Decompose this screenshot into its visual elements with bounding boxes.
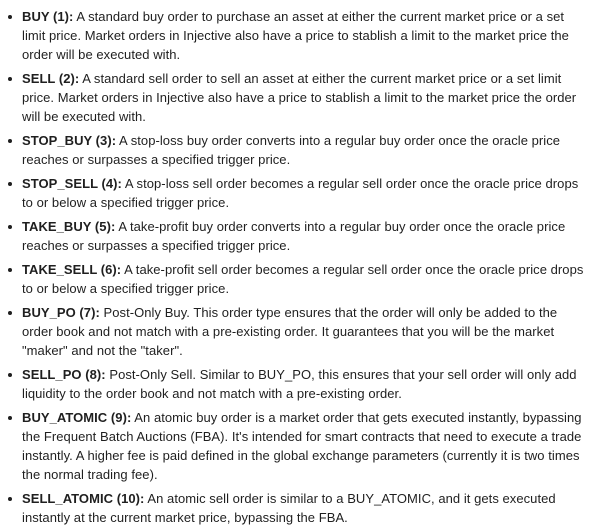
- order-type-description: An atomic sell order is similar to a BUY_ATOMIC, and it gets executed instantly at the current market price, bypassing the FBA.: [22, 491, 556, 525]
- order-type-description: Post-Only Buy. This order type ensures that the order will only be added to the order book and not match with a pre-existing order. It guarantees that you will be the market "maker" and not the "taker".: [22, 305, 558, 358]
- list-item-sell: [22, 69, 586, 126]
- order-type-description: A take-profit sell order becomes a regular sell order once the oracle price drops to or below a specified trigger price.: [22, 262, 584, 296]
- order-type-name: STOP_SELL (4):: [22, 176, 122, 191]
- list-item-take-sell: [22, 260, 586, 298]
- list-item-stop-sell: [22, 174, 586, 212]
- order-type-name: SELL_ATOMIC (10):: [22, 491, 145, 506]
- order-type-description: Post-Only Sell. Similar to BUY_PO, this ensures that your sell order will only add liquidity to the order book and not match with a pre-existing order.: [22, 367, 577, 401]
- list-item-sell-atomic: [22, 489, 586, 527]
- list-item-buy-atomic: [22, 408, 586, 484]
- order-type-name: BUY (1):: [22, 9, 74, 24]
- order-type-name: BUY_PO (7):: [22, 305, 100, 320]
- list-item-sell-po: [22, 365, 586, 403]
- order-type-description: An atomic buy order is a market order that gets executed instantly, bypassing the Frequent Batch Auctions (FBA). It's intended for smart contracts that need to execute a trade instantly. A higher fee is paid defined in the global exchange parameters (currently it is two times the normal trading fee).: [22, 410, 582, 482]
- order-type-name: SELL_PO (8):: [22, 367, 106, 382]
- order-type-description: A stop-loss buy order converts into a regular buy order once the oracle price reaches or surpasses a specified trigger price.: [22, 133, 561, 167]
- order-type-list: [0, 7, 586, 527]
- order-type-description: A stop-loss sell order becomes a regular sell order once the oracle price drops to or below a specified trigger price.: [22, 176, 579, 210]
- list-item-buy-po: [22, 303, 586, 360]
- list-item-buy: [22, 7, 586, 64]
- order-type-description: A standard buy order to purchase an asset at either the current market price or a set limit price. Market orders in Injective also have a price to stablish a limit to the market price the order will be executed with.: [22, 9, 569, 62]
- order-type-name: TAKE_SELL (6):: [22, 262, 122, 277]
- order-type-name: SELL (2):: [22, 71, 80, 86]
- list-item-take-buy: [22, 217, 586, 255]
- order-type-name: TAKE_BUY (5):: [22, 219, 116, 234]
- order-type-name: BUY_ATOMIC (9):: [22, 410, 132, 425]
- list-item-stop-buy: [22, 131, 586, 169]
- order-type-description: A standard sell order to sell an asset at either the current market price or a set limit price. Market orders in Injective also have a price to stablish a limit to the market price the order will be executed with.: [22, 71, 577, 124]
- order-type-name: STOP_BUY (3):: [22, 133, 117, 148]
- order-type-description: A take-profit buy order converts into a regular buy order once the oracle price reaches or surpasses a specified trigger price.: [22, 219, 566, 253]
